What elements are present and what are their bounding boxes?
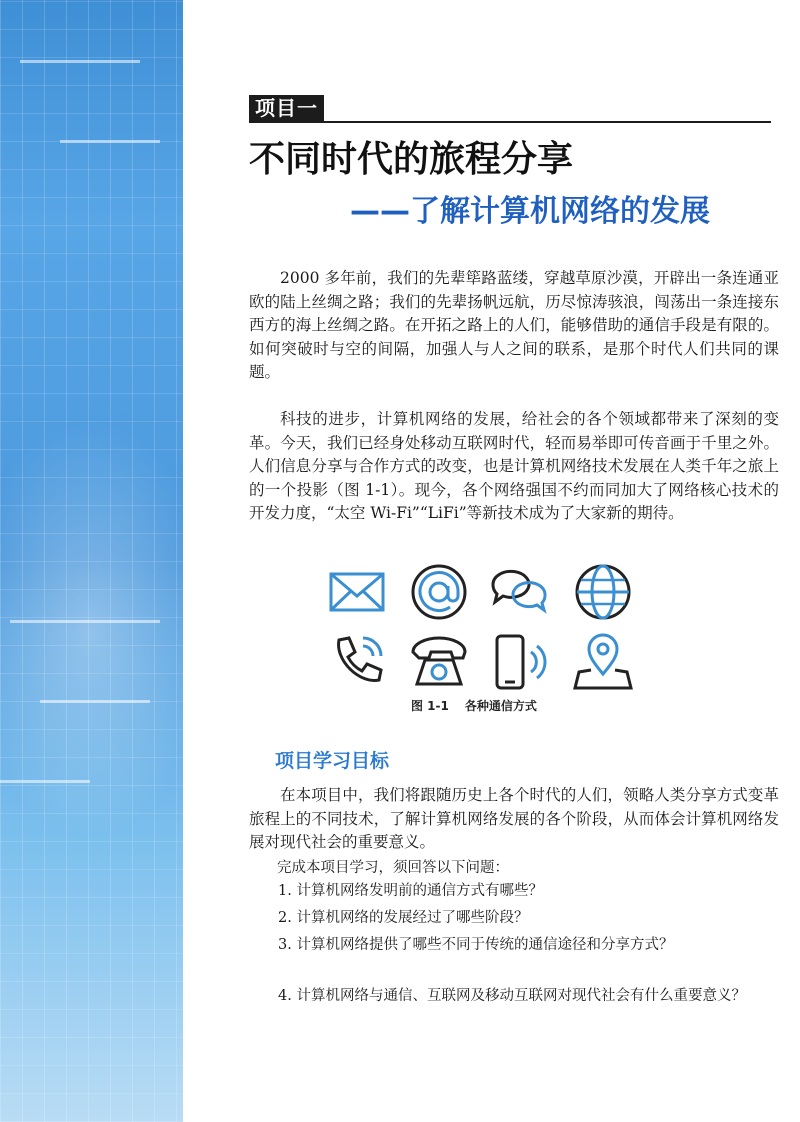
communication-icons-figure	[315, 556, 635, 692]
figure-caption	[411, 697, 553, 714]
desk-telephone-icon	[407, 630, 471, 694]
header-rule	[249, 121, 771, 123]
page-subtitle: ——了解计算机网络的发展	[350, 194, 710, 229]
band-streak	[10, 620, 160, 623]
mobile-phone-icon	[487, 630, 551, 694]
band-glow	[0, 420, 183, 840]
band-streak	[20, 60, 140, 63]
map-pin-icon	[571, 630, 635, 694]
question-item: 1. 计算机网络发明前的通信方式有哪些？	[278, 883, 543, 899]
page-content	[183, 0, 800, 1122]
band-streak	[60, 140, 160, 143]
page-title: 不同时代的旅程分享	[249, 139, 574, 180]
section-title-objectives: 项目学习目标	[275, 750, 390, 772]
figure-number: 图 1-1	[411, 699, 449, 713]
intro-paragraph-1: 2000 多年前，我们的先辈筚路蓝缕，穿越草原沙漠，开辟出一条连通亚欧的陆上丝绸之路；我们的先辈扬帆远航，历尽惊涛骇浪，闯荡出一条连接东西方的海上丝绸之路。在开拓之路上的人们，能够借助的通信手段是有限的。如何突破时与空的间隔，加强人与人之间的联系，是那个时代人们共同的课题。	[249, 269, 779, 381]
objectives-paragraph: 在本项目中，我们将跟随历史上各个时代的人们，领略人类分享方式变革旅程上的不同技术，了解计算机网络发展的各个阶段，从而体会计算机网络发展对现代社会的重要意义。	[249, 786, 779, 851]
question-item: 2. 计算机网络的发展经过了哪些阶段？	[278, 910, 529, 926]
globe-icon	[571, 560, 635, 624]
questions-prompt: 完成本项目学习，须回答以下问题：	[277, 860, 509, 876]
question-item: 4. 计算机网络与通信、互联网及移动互联网对现代社会有什么重要意义？	[278, 988, 746, 1004]
decorative-side-band	[0, 0, 183, 1122]
envelope-icon	[325, 560, 389, 624]
at-sign-icon	[407, 560, 471, 624]
band-streak	[40, 700, 150, 703]
chat-bubbles-icon	[487, 560, 551, 624]
band-streak	[0, 780, 90, 783]
phone-call-icon	[325, 630, 389, 694]
project-tag: 项目一	[249, 95, 324, 121]
question-item: 3. 计算机网络提供了哪些不同于传统的通信途径和分享方式？	[278, 937, 674, 953]
figure-caption-text: 各种通信方式	[464, 699, 537, 713]
intro-paragraph-2: 科技的进步，计算机网络的发展，给社会的各个领域都带来了深刻的变革。今天，我们已经身处移动互联网时代，轻而易举即可传音画于千里之外。人们信息分享与合作方式的改变，也是计算机网络技术发展在人类千年之旅上的一个投影（图 1-1）。现今，各个网络强国不约而同加大了网络核心技术的开发力度，“太空 Wi-Fi”“LiFi”等新技术成为了大家新的期待。	[249, 410, 779, 522]
